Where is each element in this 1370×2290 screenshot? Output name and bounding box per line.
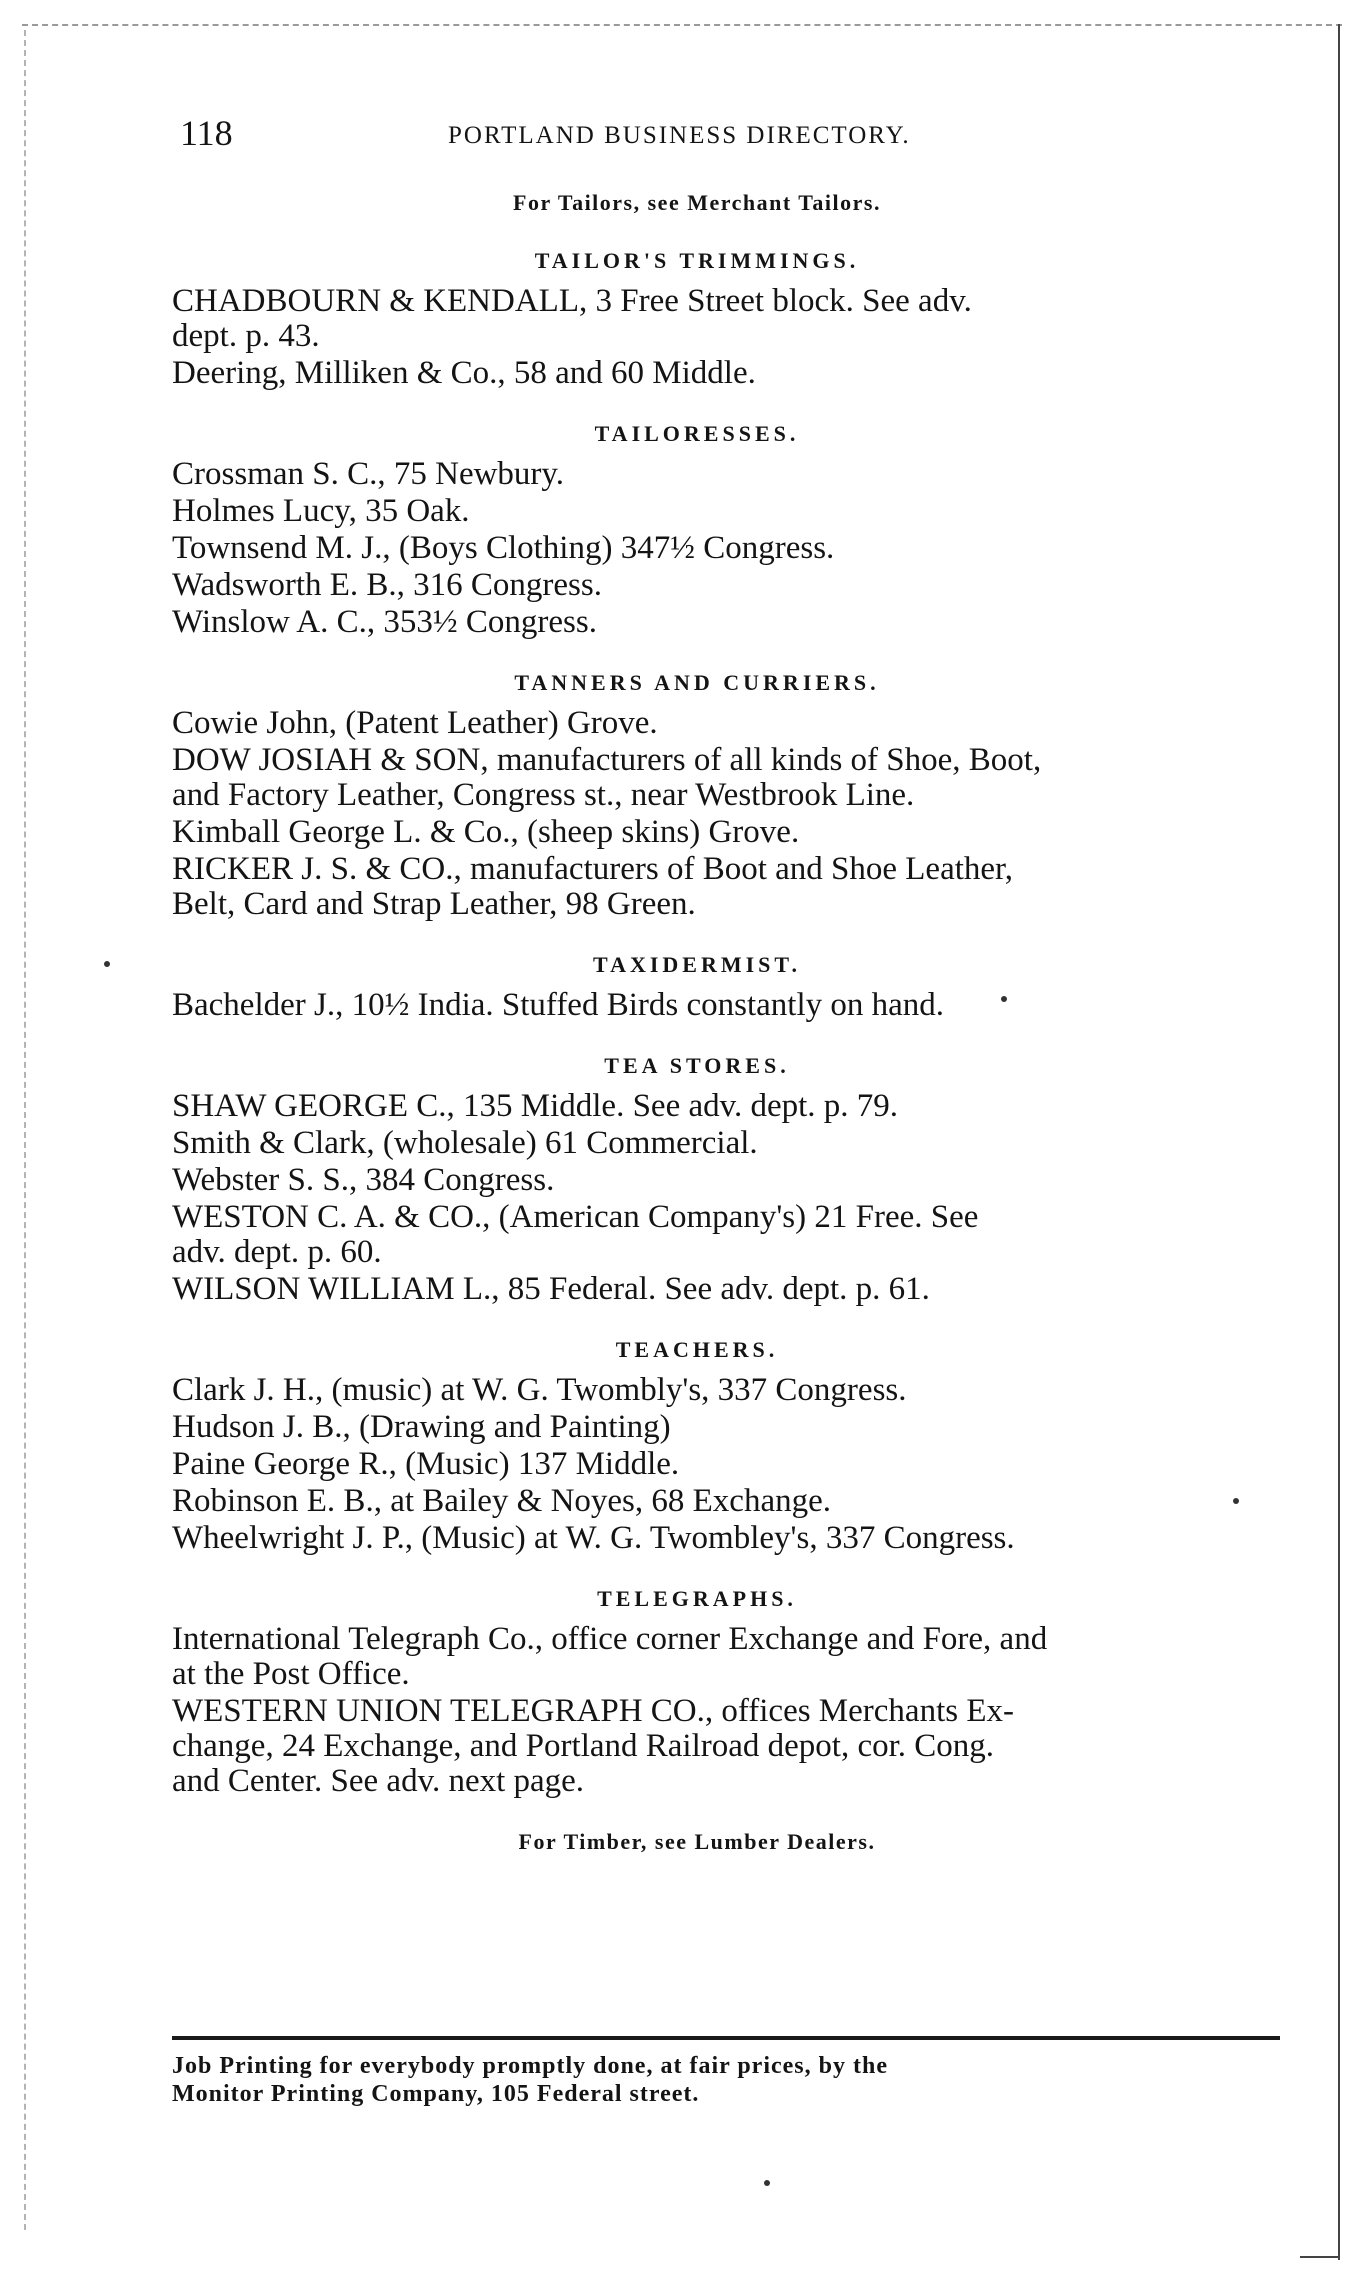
directory-entry [172,568,1292,603]
section-heading: TEACHERS. [615,1337,779,1362]
entry-line: Belt, Card and Strap Leather, 98 Green. [172,886,696,922]
directory-entry [172,356,1292,391]
directory-column [172,190,1292,1855]
entry-line: Deering, Milliken & Co., 58 and 60 Middle. [172,355,756,391]
entry-line: SHAW GEORGE C., 135 Middle. See adv. dept. p. 79. [172,1088,899,1124]
section-tea-stores [172,1053,1292,1307]
directory-entry [172,1200,1292,1270]
entry-line: WILSON WILLIAM L., 85 Federal. See adv. dept. p. 61. [172,1271,930,1307]
directory-entry [172,1521,1292,1556]
directory-entry [172,1410,1292,1445]
advertisement-footer [172,2052,1292,2108]
directory-entry [172,1622,1292,1692]
ink-speck [764,2180,770,2186]
running-head: PORTLAND BUSINESS DIRECTORY. [448,122,911,149]
directory-entry [172,457,1292,492]
entry-line: CHADBOURN & KENDALL, 3 Free Street block. See adv. [172,283,972,319]
entry-line: Wheelwright J. P., (Music) at W. G. Twombley's, 337 Congress. [172,1520,1015,1556]
entry-line: at the Post Office. [172,1656,410,1692]
directory-entry [172,531,1292,566]
section-heading: TEA STORES. [604,1053,790,1078]
entry-line: DOW JOSIAH & SON, manufacturers of all kinds of Shoe, Boot, [172,742,1042,778]
entry-line: and Center. See adv. next page. [172,1763,585,1799]
entry-line: WESTON C. A. & CO., (American Company's) 21 Free. See [172,1199,979,1235]
section-heading: TELEGRAPHS. [597,1586,797,1611]
directory-entry [172,494,1292,529]
section-taxidermist [172,952,1292,1023]
directory-entry [172,815,1292,850]
section-heading: TAILORESSES. [594,421,800,446]
directory-entry [172,743,1292,813]
page-number: 118 [180,113,233,153]
directory-entry [172,605,1292,640]
entry-line: Bachelder J., 10½ India. Stuffed Birds constantly on hand. [172,987,945,1023]
section-teachers [172,1337,1292,1556]
cross-reference-note: For Timber, see Lumber Dealers. [518,1829,876,1854]
footer-line: Monitor Printing Company, 105 Federal street. [172,2081,700,2107]
footer-rule [172,2036,1280,2040]
directory-entry [172,284,1292,354]
page-edge-bottom [1300,2256,1340,2258]
entry-line: RICKER J. S. & CO., manufacturers of Boot and Shoe Leather, [172,851,1013,887]
entry-line: WESTERN UNION TELEGRAPH CO., offices Merchants Ex- [172,1693,1014,1729]
entry-line: Winslow A. C., 353½ Congress. [172,604,597,640]
directory-entry [172,1373,1292,1408]
section-tailors-trimmings [172,248,1292,391]
section-tanners-and-curriers [172,670,1292,922]
entry-line: Kimball George L. & Co., (sheep skins) Grove. [172,814,800,850]
directory-entry [172,1126,1292,1161]
footer-line: Job Printing for everybody promptly done, at fair prices, by the [172,2053,888,2079]
section-heading: TANNERS AND CURRIERS. [514,670,880,695]
ink-speck [1001,996,1007,1002]
entry-line: Clark J. H., (music) at W. G. Twombly's, 337 Congress. [172,1372,907,1408]
page-edge-right [1338,24,1340,2260]
entry-line: Wadsworth E. B., 316 Congress. [172,567,602,603]
section-tailoresses [172,421,1292,640]
entry-line: Cowie John, (Patent Leather) Grove. [172,705,658,741]
directory-entry [172,1694,1292,1799]
page-edge-top [22,24,1342,26]
entry-line: Paine George R., (Music) 137 Middle. [172,1446,680,1482]
ink-speck [1233,1498,1239,1504]
section-heading: TAILOR'S TRIMMINGS. [534,248,860,273]
directory-entry [172,1447,1292,1482]
entry-line: Webster S. S., 384 Congress. [172,1162,555,1198]
entry-line: dept. p. 43. [172,318,320,354]
entry-line: adv. dept. p. 60. [172,1234,382,1270]
ink-speck [104,961,110,967]
entry-line: change, 24 Exchange, and Portland Railroad depot, cor. Cong. [172,1728,995,1764]
section-telegraphs [172,1586,1292,1799]
directory-entry [172,852,1292,922]
entry-line: Crossman S. C., 75 Newbury. [172,456,565,492]
entry-line: International Telegraph Co., office corner Exchange and Fore, and [172,1621,1048,1657]
directory-entry [172,1089,1292,1124]
page-header [180,112,1280,162]
directory-entry [172,1484,1292,1519]
cross-reference-note: For Tailors, see Merchant Tailors. [513,190,881,215]
directory-entry [172,706,1292,741]
section-heading: TAXIDERMIST. [593,952,801,977]
entry-line: and Factory Leather, Congress st., near Westbrook Line. [172,777,915,813]
directory-entry [172,1163,1292,1198]
entry-line: Hudson J. B., (Drawing and Painting) [172,1409,671,1445]
entry-line: Holmes Lucy, 35 Oak. [172,493,470,529]
directory-entry [172,1272,1292,1307]
entry-line: Robinson E. B., at Bailey & Noyes, 68 Exchange. [172,1483,831,1519]
page-edge-left [24,30,26,2230]
entry-line: Townsend M. J., (Boys Clothing) 347½ Congress. [172,530,835,566]
directory-entry [172,988,1292,1023]
entry-line: Smith & Clark, (wholesale) 61 Commercial. [172,1125,758,1161]
